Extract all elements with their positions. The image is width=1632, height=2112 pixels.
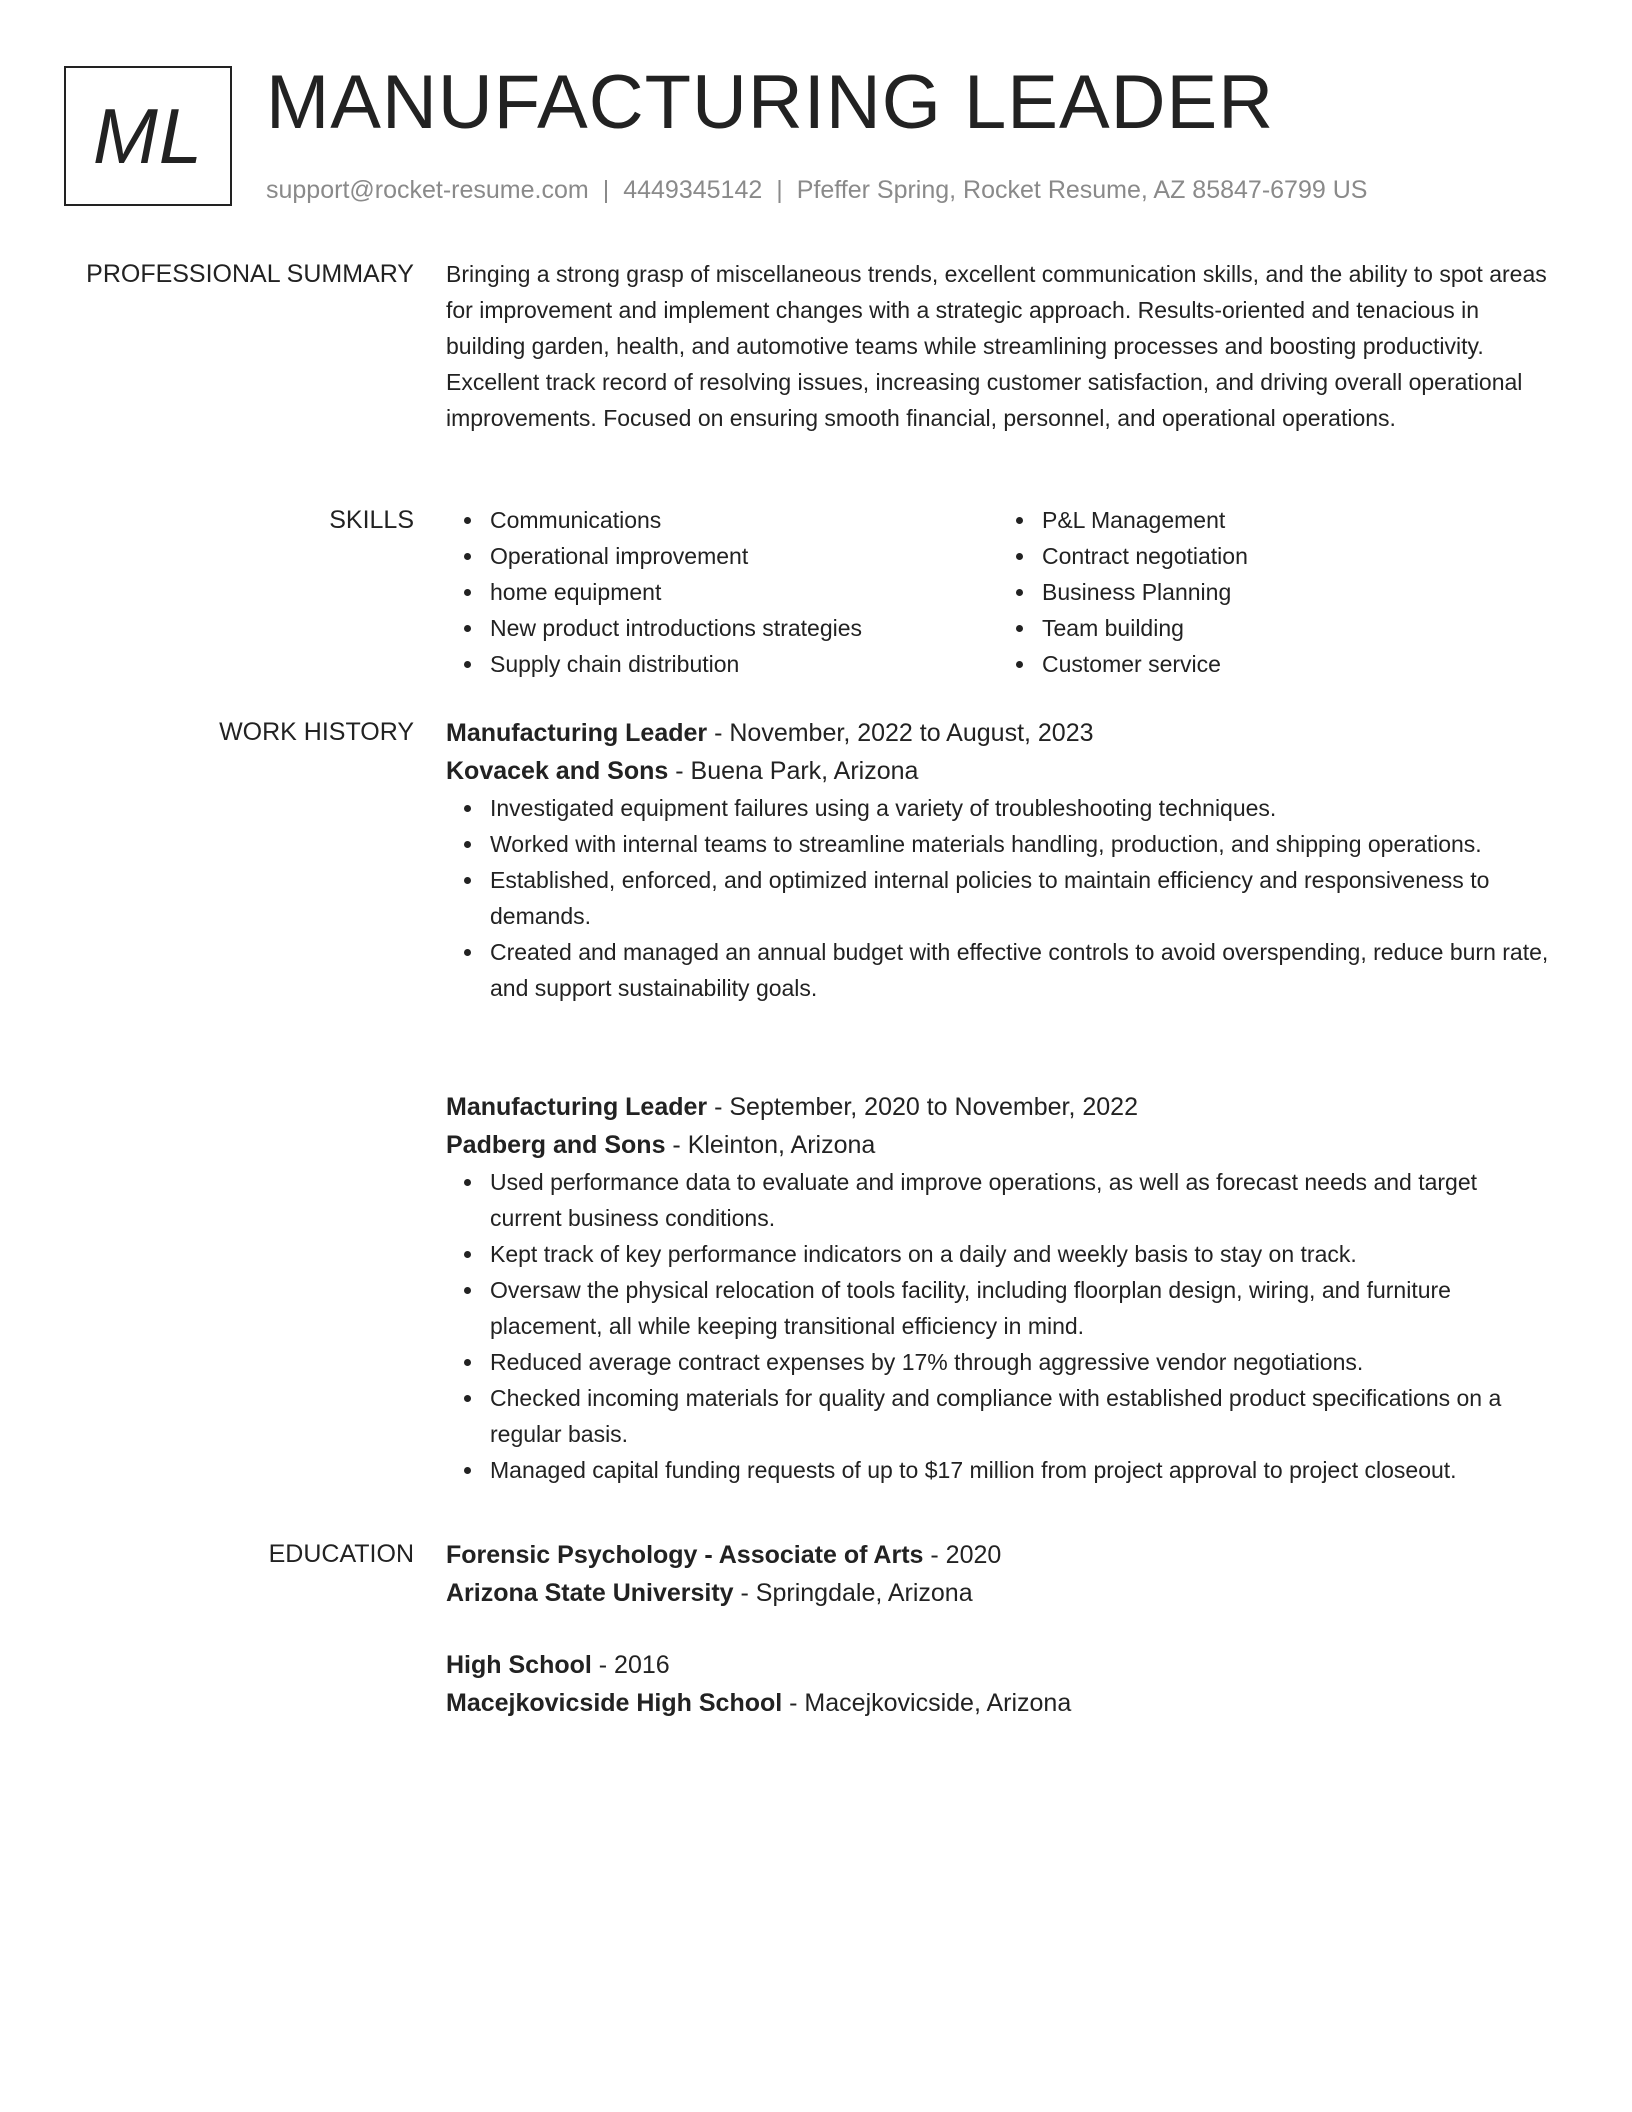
skill-item: Operational improvement (490, 538, 998, 574)
resume-name: MANUFACTURING LEADER (266, 60, 1275, 145)
job-title: Manufacturing Leader (446, 719, 708, 747)
job-bullets (446, 1164, 1550, 1488)
job-title-line (446, 714, 1550, 752)
job-dates: - November, 2022 to August, 2023 (707, 719, 1094, 747)
education-degree: Forensic Psychology - Associate of Arts (446, 1541, 924, 1569)
education-school: Macejkovicside High School (446, 1689, 783, 1717)
job-location: - Kleinton, Arizona (665, 1131, 876, 1159)
education-entry (446, 1536, 1550, 1612)
contact-address: Pfeffer Spring, Rocket Resume, AZ 85847-6799 US (796, 176, 1368, 204)
skill-item: Supply chain distribution (490, 646, 998, 682)
skill-item: home equipment (490, 574, 998, 610)
job-bullet: Oversaw the physical relocation of tools facility, including floorplan design, wiring, and furniture placement, all while keeping transitional efficiency in mind. (490, 1272, 1550, 1344)
education-degree: High School (446, 1651, 592, 1679)
education-year: - 2016 (591, 1651, 670, 1679)
monogram-initials: ML (92, 91, 204, 180)
section-label-summary: PROFESSIONAL SUMMARY (86, 260, 414, 288)
job-company: Kovacek and Sons (446, 757, 669, 785)
skill-item: New product introductions strategies (490, 610, 998, 646)
job-company: Padberg and Sons (446, 1131, 666, 1159)
skills-grid (446, 502, 1550, 682)
job-bullet: Managed capital funding requests of up to $17 million from project approval to project closeout. (490, 1452, 1550, 1488)
skill-item: P&L Management (1042, 502, 1550, 538)
summary-text: Bringing a strong grasp of miscellaneous trends, excellent communication skills, and the ability to spot areas for improvement and implement changes with a strategic approach. Results-oriented and tenacious in building garden, health, and automotive teams while streamlining processes and boosting productivity. Excellent track record of resolving issues, increasing customer satisfaction, and driving overall operational improvements. Focused on ensuring smooth financial, personnel, and operational operations. (446, 261, 1547, 431)
job-title: Manufacturing Leader (446, 1093, 708, 1121)
monogram-box (64, 66, 232, 206)
job-entry (446, 714, 1550, 1006)
skill-item: Contract negotiation (1042, 538, 1550, 574)
education-entry (446, 1646, 1550, 1722)
job-bullet: Worked with internal teams to streamline materials handling, production, and shipping operations. (490, 826, 1550, 862)
education-degree-line (446, 1536, 1550, 1574)
skills-list-right (998, 502, 1550, 682)
job-bullet: Used performance data to evaluate and improve operations, as well as forecast needs and target current business conditions. (490, 1164, 1550, 1236)
contact-email: support@rocket-resume.com (266, 176, 589, 204)
job-bullet: Kept track of key performance indicators on a daily and weekly basis to stay on track. (490, 1236, 1550, 1272)
job-bullet: Reduced average contract expenses by 17% through aggressive vendor negotiations. (490, 1344, 1550, 1380)
section-label-work: WORK HISTORY (219, 718, 414, 746)
skill-item: Communications (490, 502, 998, 538)
section-label-education: EDUCATION (268, 1540, 414, 1568)
job-entry (446, 1088, 1550, 1488)
job-dates: - September, 2020 to November, 2022 (707, 1093, 1138, 1121)
education-school-line (446, 1574, 1550, 1612)
contact-separator: | (776, 176, 783, 204)
section-label-skills: SKILLS (329, 506, 414, 534)
education-location: - Springdale, Arizona (733, 1579, 973, 1607)
skills-list-left (446, 502, 998, 682)
contact-separator: | (602, 176, 610, 204)
education-school: Arizona State University (446, 1579, 734, 1607)
education-school-line (446, 1684, 1550, 1722)
education-location: - Macejkovicside, Arizona (782, 1689, 1072, 1717)
job-bullet: Investigated equipment failures using a variety of troubleshooting techniques. (490, 790, 1550, 826)
skill-item: Business Planning (1042, 574, 1550, 610)
contact-line (266, 174, 1367, 206)
job-company-line (446, 1126, 1550, 1164)
job-bullet: Checked incoming materials for quality and compliance with established product specifications on a regular basis. (490, 1380, 1550, 1452)
job-bullet: Established, enforced, and optimized internal policies to maintain efficiency and responsiveness to demands. (490, 862, 1550, 934)
education-year: - 2020 (923, 1541, 1002, 1569)
education-degree-line (446, 1646, 1550, 1684)
skill-item: Customer service (1042, 646, 1550, 682)
job-company-line (446, 752, 1550, 790)
job-title-line (446, 1088, 1550, 1126)
skill-item: Team building (1042, 610, 1550, 646)
job-location: - Buena Park, Arizona (668, 757, 919, 785)
job-bullets (446, 790, 1550, 1006)
skills-body (446, 502, 1550, 682)
contact-phone: 4449345142 (623, 176, 763, 204)
job-bullet: Created and managed an annual budget with effective controls to avoid overspending, reduce burn rate, and support sustainability goals. (490, 934, 1550, 1006)
summary-body (446, 256, 1550, 436)
